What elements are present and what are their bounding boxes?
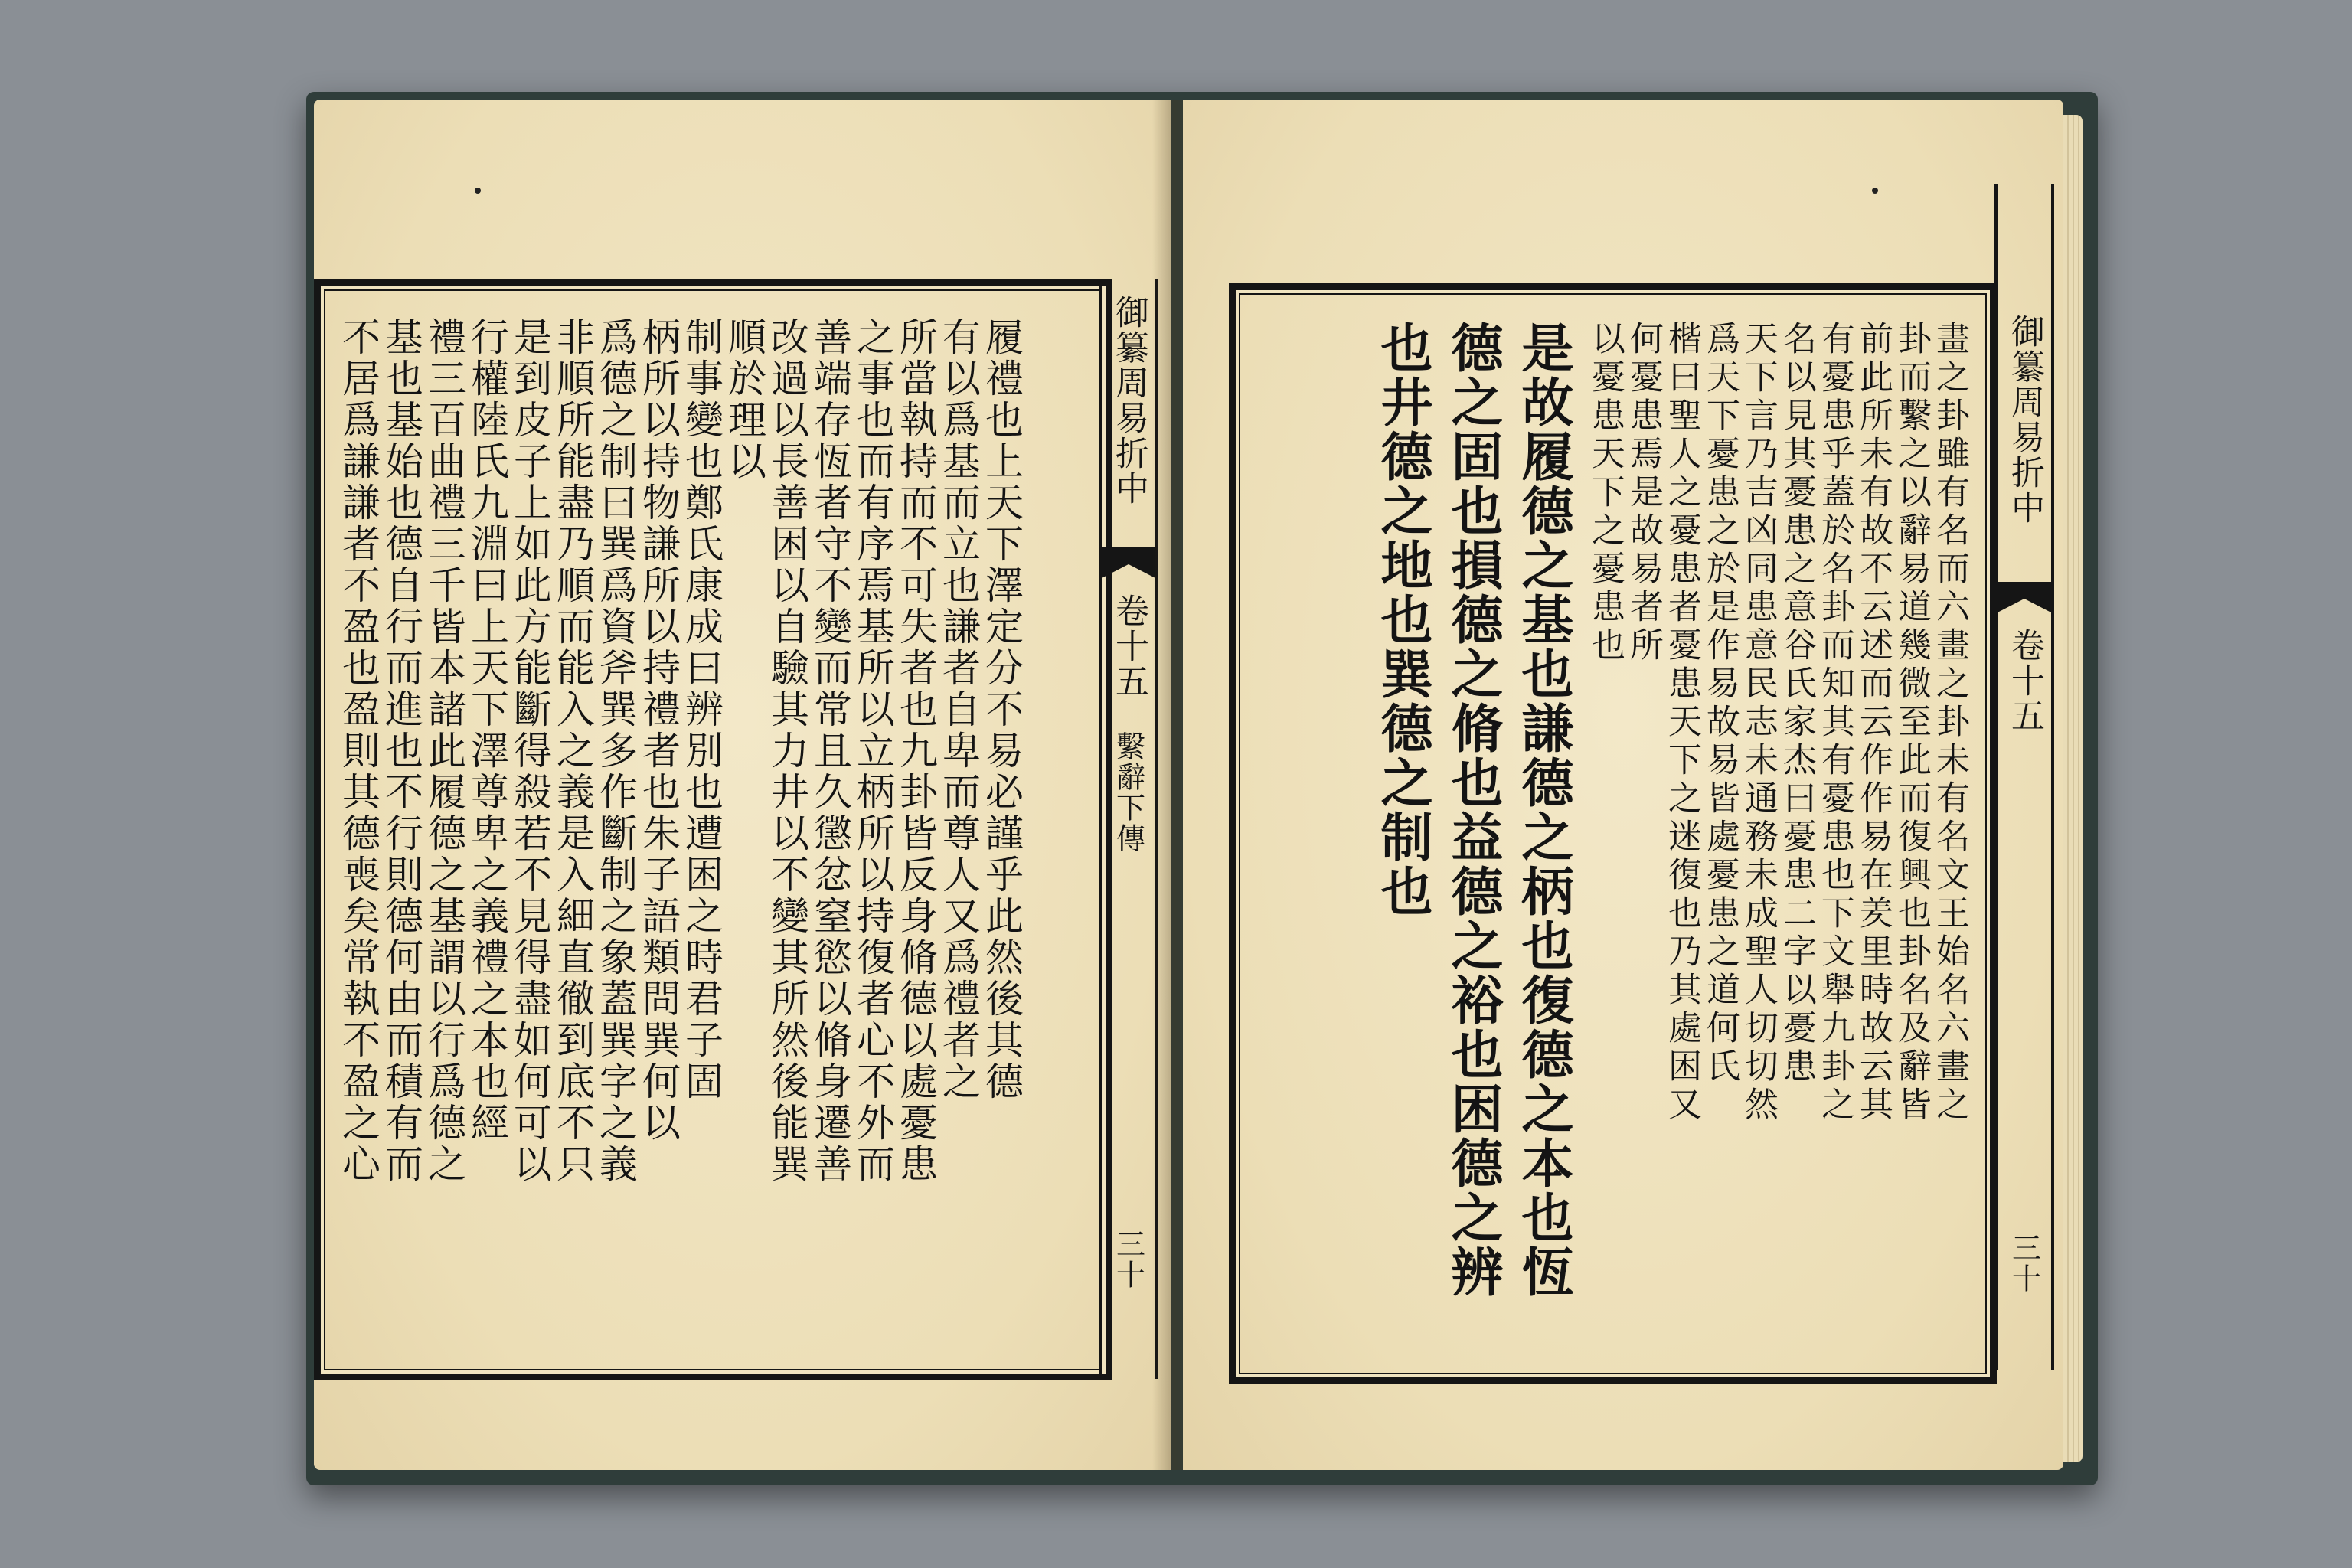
commentary-column: 名以見其憂患之意谷氏家杰曰憂患二字以憂患 <box>1777 321 1816 1086</box>
ink-dot <box>1872 188 1878 194</box>
left-page <box>314 100 1171 1470</box>
text-column: 順於理以 <box>722 317 766 482</box>
left-text-frame <box>314 279 1112 1380</box>
left-margin-folio: 三十 <box>1111 1229 1145 1290</box>
text-column: 爲德之制曰巽爲資斧巽多作斷制之象蓋巽字之義 <box>593 317 638 1185</box>
commentary-column: 天下言乃吉凶同患意民志未通務未成聖人切切然 <box>1739 321 1778 1125</box>
left-margin-strip <box>1099 279 1158 1379</box>
left-margin-volume: 卷十五 <box>1109 593 1148 699</box>
right-margin-strip <box>1994 184 2054 1370</box>
commentary-column: 爲天下憂患之於是作易故易皆處憂患之道何氏 <box>1700 321 1740 1086</box>
text-column: 履禮也上天下澤定分不易必謹乎此然後其德 <box>979 317 1024 1102</box>
text-column: 制事變也鄭氏康成曰辨別也遭困之時君子固 <box>679 317 724 1102</box>
fishtail-mark <box>1102 547 1155 578</box>
text-column: 善端存恆者守不變而常且久懲忿窒慾以脩身遷善 <box>808 317 852 1185</box>
right-text-columns <box>1251 321 1971 1339</box>
left-text-columns <box>336 317 1025 1335</box>
main-text-column: 是故履德之基也謙德之柄也復德之本也恆 <box>1513 321 1574 1299</box>
text-column: 柄所以持物謙所以持禮者也朱子語類問巽何以 <box>636 317 681 1144</box>
commentary-column: 何憂患焉是故易者所 <box>1624 321 1663 665</box>
commentary-column: 卦而繫之以辭易道幾微至此而復興也卦名及辭皆 <box>1892 321 1931 1125</box>
text-column: 改過以長善困以自驗其力井以不變其所然後能巽 <box>765 317 809 1185</box>
commentary-column: 前此所未有故不云述而云作作易在羑里時故云其 <box>1854 321 1893 1125</box>
text-column: 是到皮子上如此方能斷得殺若不見得盡如何可以 <box>508 317 552 1185</box>
text-column: 禮三百曲禮三千皆本諸此履德之基謂以行爲德之 <box>422 317 466 1185</box>
text-column: 基也基始也德自行而進也不行則德何由而積有而 <box>379 317 423 1185</box>
text-column: 行權陸氏九淵曰上天下澤尊卑之義禮之本也經 <box>465 317 509 1144</box>
commentary-column: 以憂患天下之憂患也 <box>1586 321 1625 665</box>
ink-dot <box>475 188 481 194</box>
text-column: 有以爲基而立也謙者自卑而尊人又爲禮者之 <box>936 317 981 1102</box>
fishtail-mark <box>1998 582 2051 612</box>
right-page <box>1183 100 2063 1470</box>
commentary-column: 楷曰聖人之憂患者憂患天下之迷復也乃其處困又 <box>1662 321 1701 1125</box>
text-column: 非順所能盡乃順而能入之義是入細直徹到底不只 <box>550 317 595 1185</box>
main-text-column: 也井德之地也巽德之制也 <box>1372 321 1433 919</box>
commentary-column: 有憂患乎蓋於名卦而知其有憂患也下文舉九卦之 <box>1815 321 1854 1125</box>
left-margin-title: 御纂周易折中 <box>1109 295 1148 506</box>
left-margin-section: 繫辭下傳 <box>1111 731 1145 854</box>
right-margin-folio: 三十 <box>2007 1233 2041 1294</box>
commentary-column: 畫之卦雖有名而六畫之卦未有名文王始名六畫之 <box>1930 321 1969 1125</box>
text-column: 不居爲謙謙者不盈也盈則其德喪矣常執不盈之心 <box>336 317 381 1185</box>
main-text-column: 德之固也損德之脩也益德之裕也困德之辨 <box>1442 321 1504 1299</box>
right-margin-volume: 卷十五 <box>2005 628 2044 733</box>
right-margin-title: 御纂周易折中 <box>2005 314 2044 525</box>
right-text-frame <box>1229 283 1997 1384</box>
text-column: 所當執持而不可失者也九卦皆反身脩德以處憂患 <box>893 317 938 1185</box>
text-column: 之事也而有序焉基所以立柄所以持復者心不外而 <box>851 317 895 1185</box>
